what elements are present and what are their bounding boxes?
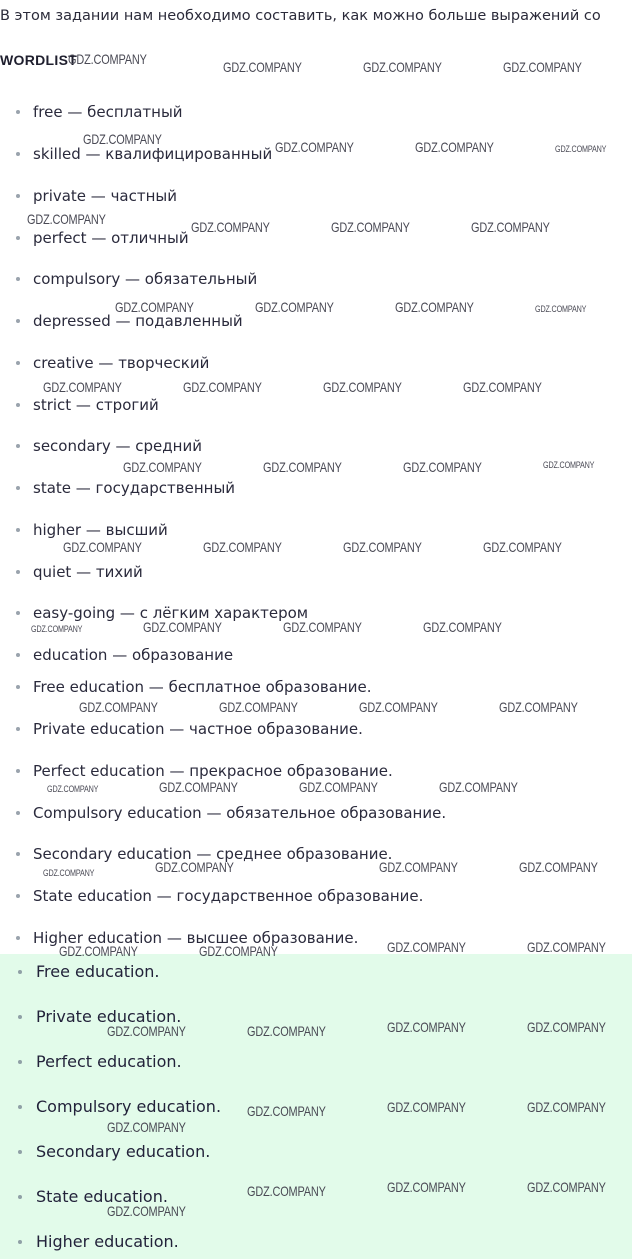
watermark: GDZ.COMPANY (123, 459, 202, 475)
bullet-icon (16, 653, 20, 657)
bullet-icon (16, 685, 20, 689)
list-item (16, 676, 371, 698)
bullet-icon (18, 1150, 22, 1154)
watermark: GDZ.COMPANY (159, 779, 238, 795)
bullet-icon (16, 727, 20, 731)
wordlist-label: WORDLIST (0, 52, 78, 68)
watermark: GDZ.COMPANY (83, 131, 162, 147)
list-item (16, 718, 363, 740)
watermark: GDZ.COMPANY (499, 699, 578, 715)
bullet-icon (16, 403, 20, 407)
watermark: GDZ.COMPANY (219, 699, 298, 715)
watermark: GDZ.COMPANY (107, 1119, 186, 1135)
bullet-icon (16, 486, 20, 490)
list-item-text: perfect — отличный (33, 229, 189, 247)
list-item-text: state — государственный (33, 479, 236, 497)
list-item (16, 760, 393, 782)
list-item (16, 843, 392, 865)
bullet-icon (16, 110, 20, 114)
watermark: GDZ.COMPANY (387, 1179, 466, 1195)
list-item-text: Perfect education — прекрасное образование. (33, 762, 393, 780)
intro-text: В этом задании нам необходимо составить, как можно больше выражений со (0, 8, 601, 24)
bullet-icon (16, 769, 20, 773)
watermark: GDZ.COMPANY (519, 859, 598, 875)
list-item (16, 802, 446, 824)
watermark: GDZ.COMPANY (79, 699, 158, 715)
list-item (18, 1050, 182, 1074)
list-item-text: creative — творческий (33, 354, 210, 372)
watermark: GDZ.COMPANY (107, 1203, 186, 1219)
list-item (16, 227, 189, 249)
bullet-icon (16, 236, 20, 240)
bullet-icon (16, 936, 20, 940)
bullet-icon (18, 1060, 22, 1064)
list-item-text: private — частный (33, 187, 178, 205)
watermark: GDZ.COMPANY (387, 939, 466, 955)
bullet-icon (16, 194, 20, 198)
list-item (16, 185, 177, 207)
watermark: GDZ.COMPANY (263, 459, 342, 475)
list-item (16, 352, 209, 374)
watermark: GDZ.COMPANY (343, 539, 422, 555)
watermark: GDZ.COMPANY (68, 51, 147, 67)
watermark: GDZ.COMPANY (115, 299, 194, 315)
list-item-text: strict — строгий (33, 396, 159, 414)
watermark: GDZ.COMPANY (387, 1099, 466, 1115)
watermark: GDZ.COMPANY (527, 939, 606, 955)
watermark: GDZ.COMPANY (483, 539, 562, 555)
list-item-text: Secondary education — среднее образование. (33, 845, 393, 863)
bullet-icon (16, 611, 20, 615)
watermark: GDZ.COMPANY (387, 1019, 466, 1035)
watermark: GDZ.COMPANY (27, 211, 106, 227)
bullet-icon (16, 894, 20, 898)
list-item (16, 477, 235, 499)
list-item (16, 644, 233, 666)
watermark: GDZ.COMPANY (283, 619, 362, 635)
watermark: GDZ.COMPANY (47, 784, 99, 794)
list-item (16, 927, 358, 949)
list-item-text: free — бесплатный (33, 103, 183, 121)
watermark: GDZ.COMPANY (403, 459, 482, 475)
watermark: GDZ.COMPANY (527, 1179, 606, 1195)
watermark: GDZ.COMPANY (299, 779, 378, 795)
list-item (18, 1230, 179, 1254)
watermark: GDZ.COMPANY (395, 299, 474, 315)
watermark: GDZ.COMPANY (535, 304, 587, 314)
watermark: GDZ.COMPANY (463, 379, 542, 395)
list-item-text: Private education. (36, 1007, 182, 1026)
watermark: GDZ.COMPANY (423, 619, 502, 635)
list-item-text: Higher education — высшее образование. (33, 929, 359, 947)
list-item-text: education — образование (33, 646, 234, 664)
list-item-text: Secondary education. (36, 1142, 211, 1161)
watermark: GDZ.COMPANY (439, 779, 518, 795)
list-item (18, 1095, 221, 1119)
list-item-text: State education. (36, 1187, 168, 1206)
watermark: GDZ.COMPANY (275, 139, 354, 155)
bullet-icon (16, 152, 20, 156)
list-item-text: State education — государственное образование. (33, 887, 424, 905)
watermark: GDZ.COMPANY (31, 624, 83, 634)
watermark: GDZ.COMPANY (363, 59, 442, 75)
list-item (16, 885, 423, 907)
watermark: GDZ.COMPANY (155, 859, 234, 875)
list-item (16, 101, 183, 123)
watermark: GDZ.COMPANY (247, 1103, 326, 1119)
watermark: GDZ.COMPANY (143, 619, 222, 635)
list-item-text: Free education. (36, 962, 160, 981)
list-item-text: Perfect education. (36, 1052, 182, 1071)
list-item-text: Compulsory education. (36, 1097, 222, 1116)
watermark: GDZ.COMPANY (527, 1099, 606, 1115)
bullet-icon (16, 319, 20, 323)
bullet-icon (16, 852, 20, 856)
list-item (16, 561, 143, 583)
list-item-text: higher — высший (33, 521, 168, 539)
list-item-text: Compulsory education — обязательное образование. (33, 804, 447, 822)
list-item (16, 435, 202, 457)
list-item-text: Private education — частное образование. (33, 720, 363, 738)
bullet-icon (16, 444, 20, 448)
bullet-icon (16, 570, 20, 574)
watermark: GDZ.COMPANY (503, 59, 582, 75)
bullet-icon (18, 1105, 22, 1109)
watermark: GDZ.COMPANY (379, 859, 458, 875)
watermark: GDZ.COMPANY (107, 1023, 186, 1039)
watermark: GDZ.COMPANY (255, 299, 334, 315)
watermark: GDZ.COMPANY (59, 943, 138, 959)
list-item (16, 602, 308, 624)
bullet-icon (18, 970, 22, 974)
watermark: GDZ.COMPANY (247, 1023, 326, 1039)
list-item-text: Free education — бесплатное образование. (33, 678, 372, 696)
bullet-icon (16, 361, 20, 365)
bullet-icon (18, 1240, 22, 1244)
list-item (16, 143, 272, 165)
list-item (16, 268, 257, 290)
list-item-text: depressed — подавленный (33, 312, 243, 330)
watermark: GDZ.COMPANY (63, 539, 142, 555)
watermark: GDZ.COMPANY (527, 1019, 606, 1035)
bullet-icon (16, 811, 20, 815)
list-item (18, 1185, 168, 1209)
bullet-icon (16, 277, 20, 281)
bullet-icon (18, 1195, 22, 1199)
list-item-text: skilled — квалифицированный (33, 145, 273, 163)
bullet-icon (16, 528, 20, 532)
watermark: GDZ.COMPANY (183, 379, 262, 395)
list-item-text: compulsory — обязательный (33, 270, 258, 288)
watermark: GDZ.COMPANY (247, 1183, 326, 1199)
watermark: GDZ.COMPANY (471, 219, 550, 235)
watermark: GDZ.COMPANY (331, 219, 410, 235)
list-item (18, 1005, 181, 1029)
watermark: GDZ.COMPANY (359, 699, 438, 715)
list-item (18, 1140, 210, 1164)
watermark: GDZ.COMPANY (191, 219, 270, 235)
bullet-icon (18, 1015, 22, 1019)
watermark: GDZ.COMPANY (43, 379, 122, 395)
watermark: GDZ.COMPANY (415, 139, 494, 155)
watermark: GDZ.COMPANY (43, 868, 95, 878)
watermark: GDZ.COMPANY (543, 460, 595, 470)
list-item (16, 394, 159, 416)
list-item (16, 310, 243, 332)
watermark: GDZ.COMPANY (555, 144, 607, 154)
list-item-text: easy-going — с лёгким характером (33, 604, 309, 622)
list-item (16, 519, 168, 541)
watermark: GDZ.COMPANY (199, 943, 278, 959)
list-item-text: quiet — тихий (33, 563, 143, 581)
list-item-text: Higher education. (36, 1232, 179, 1251)
list-item-text: secondary — средний (33, 437, 202, 455)
watermark: GDZ.COMPANY (323, 379, 402, 395)
watermark: GDZ.COMPANY (223, 59, 302, 75)
watermark: GDZ.COMPANY (203, 539, 282, 555)
list-item (18, 960, 160, 984)
